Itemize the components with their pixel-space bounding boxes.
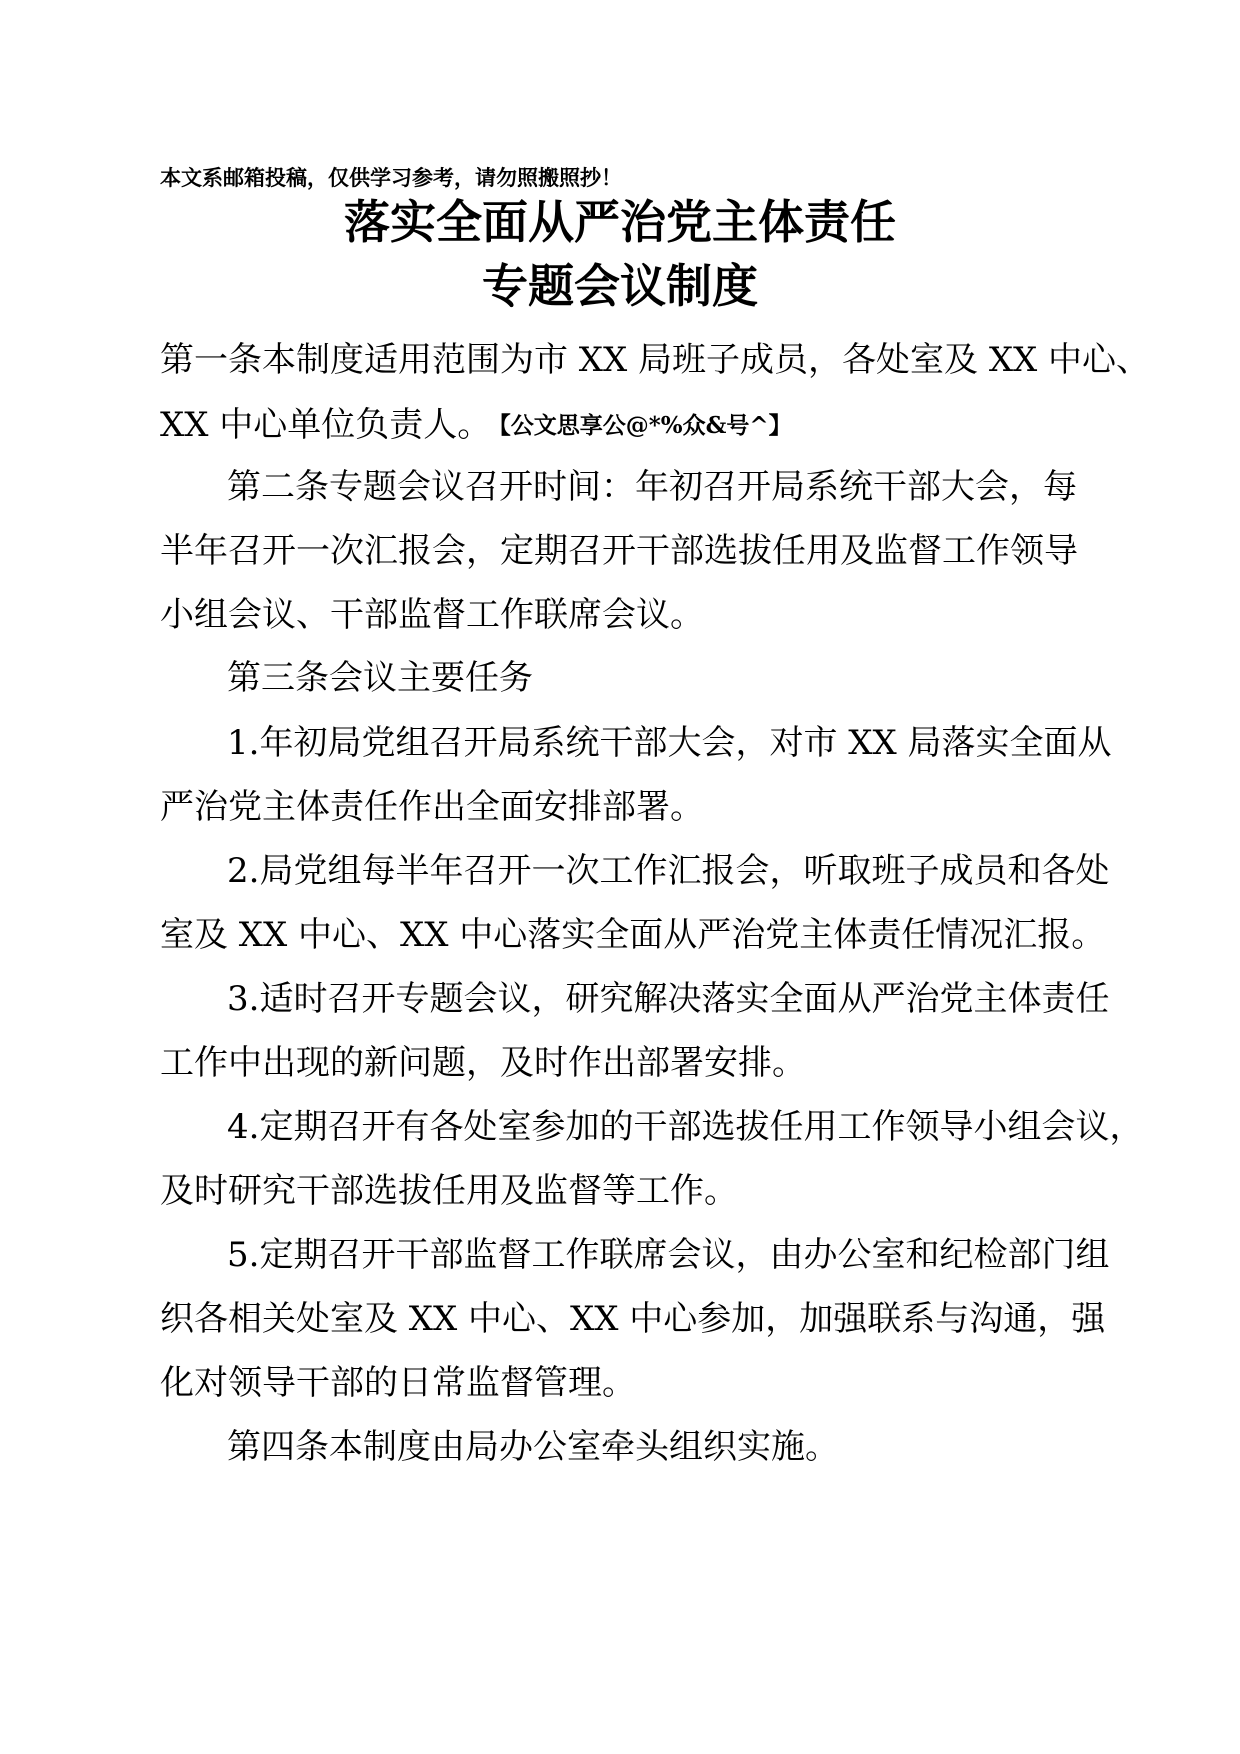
item5-line2: 织各相关处室及 XX 中心、XX 中心参加，加强联系与沟通，强 [160, 1299, 1106, 1339]
article2-line2: 半年召开一次汇报会，定期召开干部选拔任用及监督工作领导 [160, 531, 1078, 571]
article1-line1: 第一条本制度适用范围为市 XX 局班子成员，各处室及 XX 中心、 [160, 340, 1151, 380]
document-title-line2: 专题会议制度 [482, 259, 758, 313]
article1-text: XX 中心单位负责人。 [160, 405, 492, 445]
article2-line1: 第二条专题会议召开时间：年初召开局系统干部大会，每 [227, 467, 1077, 507]
item1-line1: 1.年初局党组召开局系统干部大会，对市 XX 局落实全面从 [227, 723, 1112, 763]
item4-line2: 及时研究干部选拔任用及监督等工作。 [160, 1171, 738, 1211]
item1-line2: 严治党主体责任作出全面安排部署。 [160, 787, 704, 827]
article4: 第四条本制度由局办公室牵头组织实施。 [227, 1427, 839, 1467]
item2-line2: 室及 XX 中心、XX 中心落实全面从严治党主体责任情况汇报。 [160, 915, 1106, 955]
article3-heading: 第三条会议主要任务 [227, 658, 533, 698]
article2-line3: 小组会议、干部监督工作联席会议。 [160, 595, 704, 635]
item5-line3: 化对领导干部的日常监督管理。 [160, 1363, 636, 1403]
item3-line1: 3.适时召开专题会议，研究解决落实全面从严治党主体责任 [227, 979, 1110, 1019]
document-title-line1: 落实全面从严治党主体责任 [344, 195, 896, 249]
submission-notice: 本文系邮箱投稿，仅供学习参考，请勿照搬照抄！ [160, 165, 622, 190]
watermark-tag: 【公文思享公@*%众&号^】 [499, 412, 792, 439]
article1-line2 [160, 403, 792, 448]
item2-line1: 2.局党组每半年召开一次工作汇报会，听取班子成员和各处 [227, 851, 1110, 891]
item3-line2: 工作中出现的新问题，及时作出部署安排。 [160, 1043, 806, 1083]
item4-line1: 4.定期召开有各处室参加的干部选拔任用工作领导小组会议， [227, 1107, 1144, 1147]
item5-line1: 5.定期召开干部监督工作联席会议，由办公室和纪检部门组 [227, 1235, 1110, 1275]
